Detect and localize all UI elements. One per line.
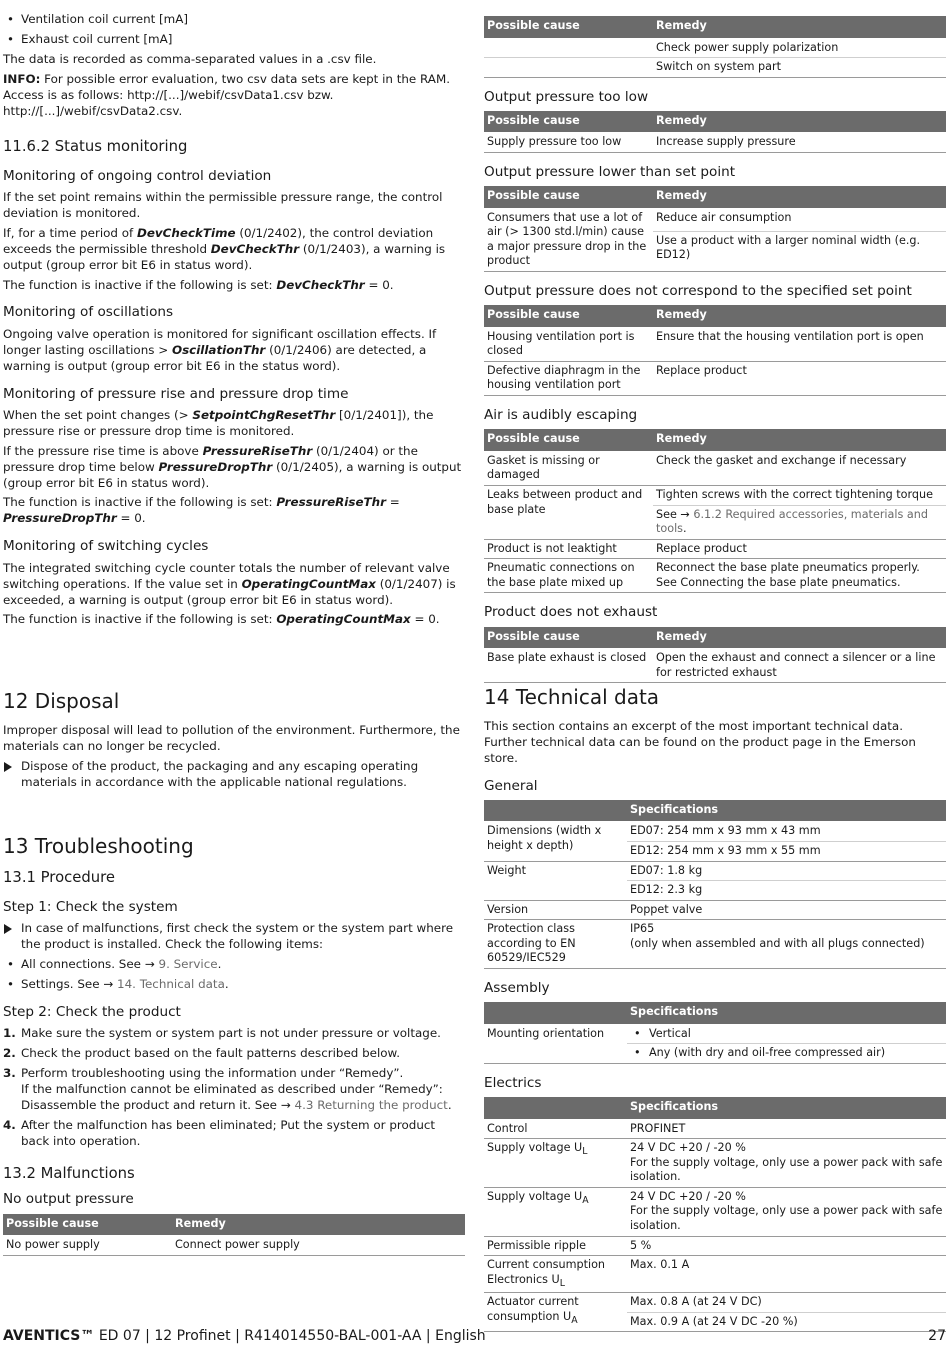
table-row: Housing ventilation port is closed Ensure that the housing ventilation port is open — [484, 327, 946, 361]
info-text: For possible error evaluation, two csv data sets are kept in the RAM. Access is as follows: http://[...]/webif/csvData1.csv bzw. http://[...]/webif/csvData2.csv. — [3, 71, 450, 118]
column-header — [484, 1002, 627, 1024]
paragraph: Ongoing valve operation is monitored for significant oscillation effects. If longer lasting oscillations > OscillationThr (0/1/2406) are detected, a warning is output (group error bit E6 in the status word). — [3, 326, 437, 373]
table-row: Pneumatic connections on the base plate mixed up Reconnect the base plate pneumatics properly. See Connecting the base plate pneumatics. — [484, 559, 946, 593]
instruction-step: Dispose of the product, the packaging and any escaping operating materials in accordance with the applicable national regulations. — [3, 759, 465, 791]
column-header: Remedy — [653, 186, 946, 208]
column-header: Possible cause — [484, 627, 653, 649]
table-row: Control PROFINET — [484, 1119, 946, 1139]
list-item: • Exhaust coil current [mA] — [3, 32, 465, 48]
table-row: Actuator current consumption $U_A$ Max. 0.8 A (at 24 V DC) — [484, 1293, 946, 1313]
table-row: No power supply Connect power supply — [3, 1236, 465, 1256]
subsection-heading: Output pressure too low — [484, 88, 649, 105]
subsection-heading: Air is audibly escaping — [484, 407, 638, 424]
numbered-item: 3. Perform troubleshooting using the information under “Remedy”. If the malfunction cannot be eliminated as described under “Remedy”: Disassemble the product and return it. See → 4.3 Returning the product. — [3, 1065, 452, 1112]
subsection-heading: Step 2: Check the product — [3, 1003, 181, 1020]
table-row: Check power supply polarization — [484, 38, 946, 58]
link-returning-product[interactable]: 4.3 Returning the product — [294, 1097, 448, 1112]
table-row: Product is not leaktight Replace product — [484, 539, 946, 559]
table-row: Consumers that use a lot of air (> 1300 std.l/min) cause a major pressure drop in the product Reduce air consumption — [484, 208, 946, 231]
spec-table — [484, 1002, 946, 1064]
link-required-accessories[interactable]: 6.1.2 Required accessories, materials and tools — [656, 507, 928, 536]
paragraph: Improper disposal will lead to pollution of the environment. Furthermore, the materials can no longer be recycled. — [3, 722, 460, 753]
disposal-block — [3, 688, 465, 795]
numbered-item: 4. After the malfunction has been eliminated; Put the system or product back into operation. — [3, 1117, 436, 1148]
paragraph: The integrated switching cycle counter totals the number of relevant valve switching operations. If the value set in OperatingCountMax (0/1/2407) is exceeded, a warning is output (group error bit E6 in status word). — [3, 560, 456, 607]
table-row: Use a product with a larger nominal width (e.g. ED12) — [484, 231, 946, 271]
column-header: Specifications — [627, 1097, 946, 1119]
column-header: Possible cause — [484, 305, 653, 327]
chapter-heading: 12 Disposal — [3, 689, 120, 713]
section-heading: 13.2 Malfunctions — [3, 1164, 135, 1182]
table-row: Permissible ripple 5 % — [484, 1236, 946, 1256]
info-note — [3, 72, 465, 120]
brand-name: AVENTICS™ — [3, 1328, 95, 1344]
numbered-item: 2. Check the product based on the fault patterns described below. — [3, 1045, 400, 1060]
column-header: Possible cause — [484, 186, 653, 208]
table-row: ED12: 254 mm x 93 mm x 55 mm — [484, 841, 946, 861]
table-row: Current consumption Electronics $U_L$ Max. 0.1 A — [484, 1256, 946, 1293]
subsection-heading: Output pressure does not correspond to the specified set point — [484, 283, 912, 300]
malfunction-table — [484, 429, 946, 593]
list-item: • Settings. See → 14. Technical data. — [3, 977, 465, 993]
table-row: Switch on system part — [484, 58, 946, 78]
table-row: Gasket is missing or damaged Check the gasket and exchange if necessary — [484, 451, 946, 485]
paragraph: If the set point remains within the permissible pressure range, the control deviation is monitored. — [3, 189, 443, 220]
paragraph: When the set point changes (> SetpointChgResetThr [0/1/2401]), the pressure rise or pressure drop time is monitored. — [3, 407, 434, 438]
column-header — [484, 800, 627, 822]
subsection-heading: Step 1: Check the system — [3, 898, 178, 915]
column-header: Possible cause — [484, 16, 653, 38]
subsection-heading: Assembly — [484, 979, 550, 996]
spec-table — [484, 1097, 946, 1332]
paragraph: The function is inactive if the following is set: PressureRiseThr = PressureDropThr = 0. — [3, 495, 400, 526]
column-header: Remedy — [653, 16, 946, 38]
malfunction-table — [484, 111, 946, 153]
column-header: Specifications — [627, 1002, 946, 1024]
table-row: Supply pressure too low Increase supply pressure — [484, 133, 946, 153]
page-footer — [3, 1327, 946, 1346]
troubleshooting-block — [3, 833, 465, 1264]
section-heading: 11.6.2 Status monitoring — [3, 137, 188, 155]
column-header: Possible cause — [484, 429, 653, 451]
section-heading: 13.1 Procedure — [3, 868, 115, 886]
column-header: Possible cause — [3, 1214, 172, 1236]
subsection-heading: Monitoring of ongoing control deviation — [3, 167, 272, 184]
table-row: Mounting orientation • Vertical — [484, 1024, 946, 1044]
subsection-heading: Electrics — [484, 1074, 542, 1091]
subsection-heading: General — [484, 777, 538, 794]
paragraph: If the pressure rise time is above PressureRiseThr (0/1/2404) or the pressure drop time below PressureDropThr (0/1/2405), a warning is output (group error bit E6 in status word). — [3, 443, 462, 490]
column-header: Remedy — [653, 429, 946, 451]
column-header — [484, 1097, 627, 1119]
numbered-item: 1. Make sure the system or system part is not under pressure or voltage. — [3, 1025, 441, 1040]
technical-data-block — [484, 684, 946, 1340]
list-item: • Any (with dry and oil-free compressed air) — [630, 1046, 943, 1061]
document-id: ED 07 | 12 Profinet | R414014550-BAL-001-AA | English — [94, 1328, 486, 1344]
info-label: INFO: — [3, 71, 41, 86]
list-item: • Ventilation coil current [mA] — [3, 12, 465, 28]
column-header: Remedy — [653, 305, 946, 327]
link-technical-data[interactable]: 14. Technical data — [117, 976, 225, 991]
malfunction-table — [484, 16, 946, 78]
subsection-heading: Product does not exhaust — [484, 604, 658, 621]
subsection-heading: No output pressure — [3, 1191, 134, 1208]
table-row: Leaks between product and base plate Tighten screws with the correct tightening torque — [484, 485, 946, 505]
malfunction-table — [484, 186, 946, 272]
malfunction-table — [3, 1214, 465, 1256]
column-header: Remedy — [653, 111, 946, 133]
paragraph: If, for a time period of DevCheckTime (0/1/2402), the control deviation exceeds the permissible threshold DevCheckThr (0/1/2403), a warning is output (group error bit E6 in status word). — [3, 225, 446, 272]
paragraph: This section contains an excerpt of the most important technical data. Further technical data can be found on the product page in the Emerson store. — [484, 718, 916, 765]
column-header: Specifications — [627, 800, 946, 822]
list-item: • Vertical — [630, 1027, 943, 1042]
malfunction-table — [484, 305, 946, 396]
paragraph: The function is inactive if the following is set: OperatingCountMax = 0. — [3, 612, 440, 627]
malfunction-table — [484, 627, 946, 684]
link-service[interactable]: 9. Service — [158, 956, 218, 971]
table-row: See → 6.1.2 Required accessories, materials and tools. — [484, 505, 946, 539]
subsection-heading: Monitoring of pressure rise and pressure drop time — [3, 385, 349, 402]
table-row: Max. 0.9 A (at 24 V DC -20 %) — [484, 1312, 946, 1332]
spec-table — [484, 800, 946, 969]
malfunctions-continued — [484, 16, 946, 691]
chapter-heading: 13 Troubleshooting — [3, 834, 194, 858]
column-header: Remedy — [172, 1214, 465, 1236]
table-row: Supply voltage $U_L$ 24 V DC +20 / -20 % For the supply voltage, only use a power pack with safe isolation. — [484, 1139, 946, 1188]
paragraph: The function is inactive if the following is set: DevCheckThr = 0. — [3, 277, 394, 292]
subsection-heading: Output pressure lower than set point — [484, 164, 736, 181]
table-row: Version Poppet valve — [484, 900, 946, 920]
table-row: Protection class according to EN 60529/IEC529 IP65 (only when assembled and with all plugs connected) — [484, 920, 946, 969]
page-number: 27 — [928, 1328, 946, 1344]
subsection-heading: Monitoring of switching cycles — [3, 538, 209, 555]
list-item: • All connections. See → 9. Service. — [3, 957, 465, 973]
table-row: ED12: 2.3 kg — [484, 881, 946, 901]
table-row: Weight ED07: 1.8 kg — [484, 861, 946, 881]
column-header: Possible cause — [484, 111, 653, 133]
subsection-heading: Monitoring of oscillations — [3, 304, 174, 321]
table-row: Base plate exhaust is closed Open the exhaust and connect a silencer or a line for restricted exhaust — [484, 649, 946, 683]
column-header: Remedy — [653, 627, 946, 649]
paragraph: The data is recorded as comma-separated values in a .csv file. — [3, 51, 377, 66]
chapter-heading: 14 Technical data — [484, 685, 660, 709]
instruction-step: In case of malfunctions, first check the system or the system part where the product is installed. Check the following items: — [3, 921, 465, 953]
status-monitoring-block — [3, 12, 465, 632]
table-row: Supply voltage $U_A$ 24 V DC +20 / -20 % For the supply voltage, only use a power pack with safe isolation. — [484, 1187, 946, 1236]
table-row: Dimensions (width x height x depth) ED07: 254 mm x 93 mm x 43 mm — [484, 822, 946, 842]
table-row: Defective diaphragm in the housing ventilation port Replace product — [484, 361, 946, 395]
